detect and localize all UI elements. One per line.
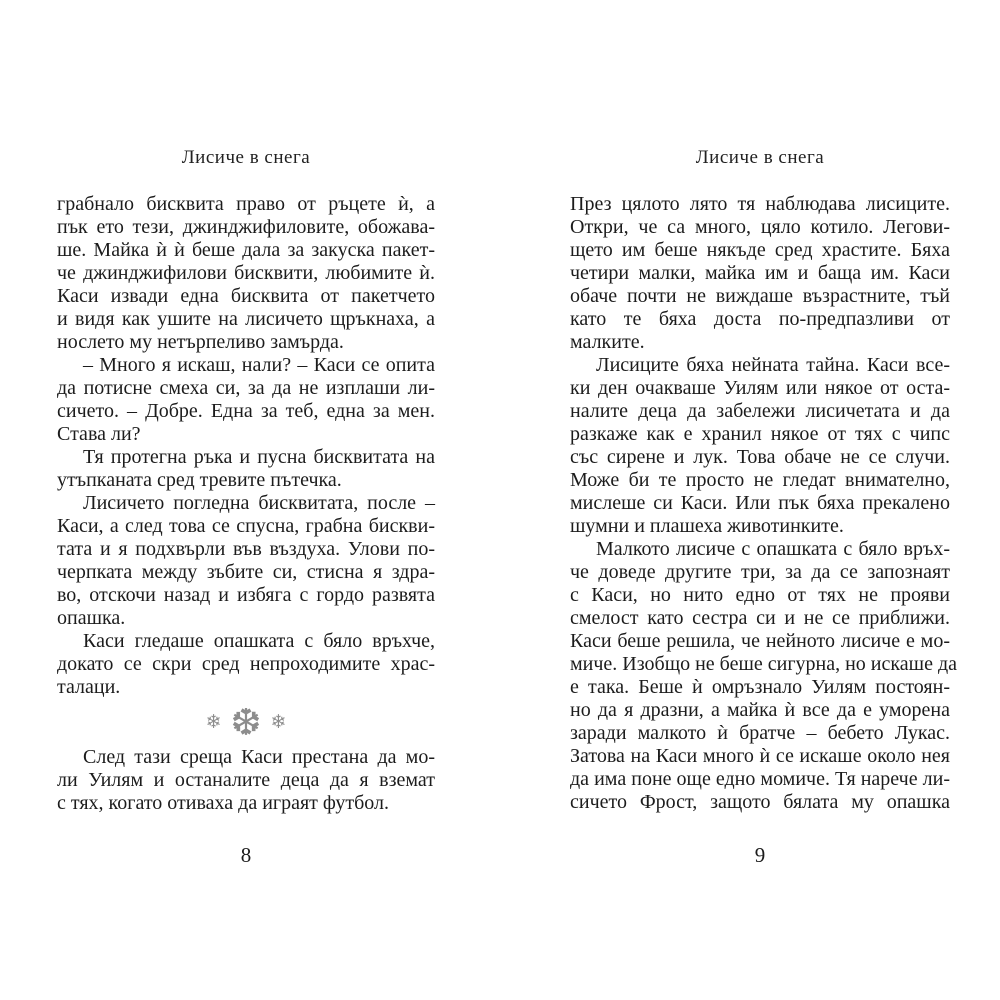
text-line: тата и я подхвърли във въздуха. Улови по- <box>57 538 435 560</box>
text-line: Може би те просто не гледат внимателно, <box>570 469 950 491</box>
page-text-body <box>570 193 958 814</box>
text-line: е така. Беше ѝ омръзнало Уилям постоян- <box>570 676 950 698</box>
page-number: 8 <box>240 843 252 867</box>
text-line: с тях, когато отиваха да играят футбол. <box>57 792 390 814</box>
text-line: че доведе другите три, за да се запознаят <box>570 561 950 583</box>
running-header: Лисиче в снега <box>695 147 825 168</box>
text-line: четири малки, майка им и баща им. Каси <box>570 262 950 284</box>
text-line: шумни и плашеха животинките. <box>570 515 844 537</box>
text-line: Откри, че са много, цяло котило. Легови- <box>570 216 950 238</box>
text-line: сичето. – Добре. Една за теб, една за мен. <box>57 400 435 422</box>
text-line: да има поне още едно момиче. Тя нарече ли- <box>570 768 950 790</box>
text-line: щето им беше някъде сред храстите. Бяха <box>570 239 950 261</box>
text-line: Затова на Каси много ѝ се искаше около нея <box>570 745 950 767</box>
text-line: Малкото лисиче с опашката с бяло връх- <box>596 538 950 560</box>
book-page-left <box>57 0 435 1000</box>
text-line: нослето му нетърпеливо замърда. <box>57 331 344 353</box>
text-line: Каси беше решила, че нейното лисиче е мо- <box>570 630 950 652</box>
text-line: обаче почти не виждаше възрастните, тъй <box>570 285 950 307</box>
text-line: и видя как ушите на лисичето щръкнаха, а <box>57 308 435 330</box>
snowflake-icon: ❄ <box>205 711 222 733</box>
snowflake-ornament <box>57 699 435 746</box>
text-line: мислеше си Каси. Или пък бяха прекалено <box>570 492 950 514</box>
text-line: ки ден очакваше Уилям или някое от оста- <box>570 377 950 399</box>
text-line: черпката между зъбите си, стисна я здра- <box>57 561 435 583</box>
text-line: Тя протегна ръка и пусна бисквитата на <box>83 446 435 468</box>
text-line: разкаже как е хранил някое от тях с чипс <box>570 423 950 445</box>
text-line: Лисиците бяха нейната тайна. Каси все- <box>596 354 950 376</box>
text-line: сичето Фрост, защото бялата му опашка <box>570 791 950 813</box>
text-line: ли Уилям и останалите деца да я вземат <box>57 769 435 791</box>
text-line: докато се скри сред непроходимите храс- <box>57 653 435 675</box>
text-line: ше. Майка ѝ ѝ беше дала за закуска пакет- <box>57 239 435 261</box>
book-page-right <box>570 0 958 1000</box>
text-line: с Каси, но нито едно от тях не прояви <box>570 584 950 606</box>
text-line: миче. Изобщо не беше сигурна, но искаше да <box>570 653 958 675</box>
text-line: грабнало бисквита право от ръцете ѝ, а <box>57 193 435 215</box>
text-line: опашка. <box>57 607 126 629</box>
text-line: утъпканата сред тревите пътечка. <box>57 469 342 491</box>
text-line: Каси извади една бисквита от пакетчето <box>57 285 435 307</box>
text-line: налите деца да забележи лисичетата и да <box>570 400 950 422</box>
snowflake-icon: ❆ <box>230 701 262 744</box>
text-line: че джинджифилови бисквити, любимите ѝ. <box>57 262 435 284</box>
text-line: През цялото лято тя наблюдава лисиците. <box>570 193 950 215</box>
text-line: Става ли? <box>57 423 141 445</box>
text-line: Лисичето погледна бисквитата, после – <box>83 492 435 514</box>
text-line: смелост като сестра си и не се приближи. <box>570 607 950 629</box>
text-line: малките. <box>570 331 645 353</box>
page-text-body <box>57 193 435 815</box>
text-line: заради малкото ѝ братче – бебето Лукас. <box>570 722 950 744</box>
running-header: Лисиче в снега <box>181 147 311 168</box>
text-line: – Много я искаш, нали? – Каси се опита <box>83 354 435 376</box>
text-line: но да я дразни, а майка ѝ все да е уморена <box>570 699 950 721</box>
text-line: Каси гледаше опашката с бяло връхче, <box>83 630 435 652</box>
text-line: Каси, а след това се спусна, грабна бискви- <box>57 515 435 537</box>
text-line: талаци. <box>57 676 121 698</box>
page-number: 9 <box>754 843 766 867</box>
text-line: След тази среща Каси престана да мо- <box>83 746 435 768</box>
text-line: със сирене и лук. Това обаче не се случи. <box>570 446 950 468</box>
text-line: като те бяха доста по-предпазливи от <box>570 308 950 330</box>
text-line: пък ето тези, джинджифиловите, обожава- <box>57 216 435 238</box>
text-line: да потисне смеха си, за да не изплаши ли- <box>57 377 435 399</box>
text-line: во, отскочи назад и избяга с гордо развята <box>57 584 435 606</box>
snowflake-icon: ❄ <box>270 711 287 733</box>
